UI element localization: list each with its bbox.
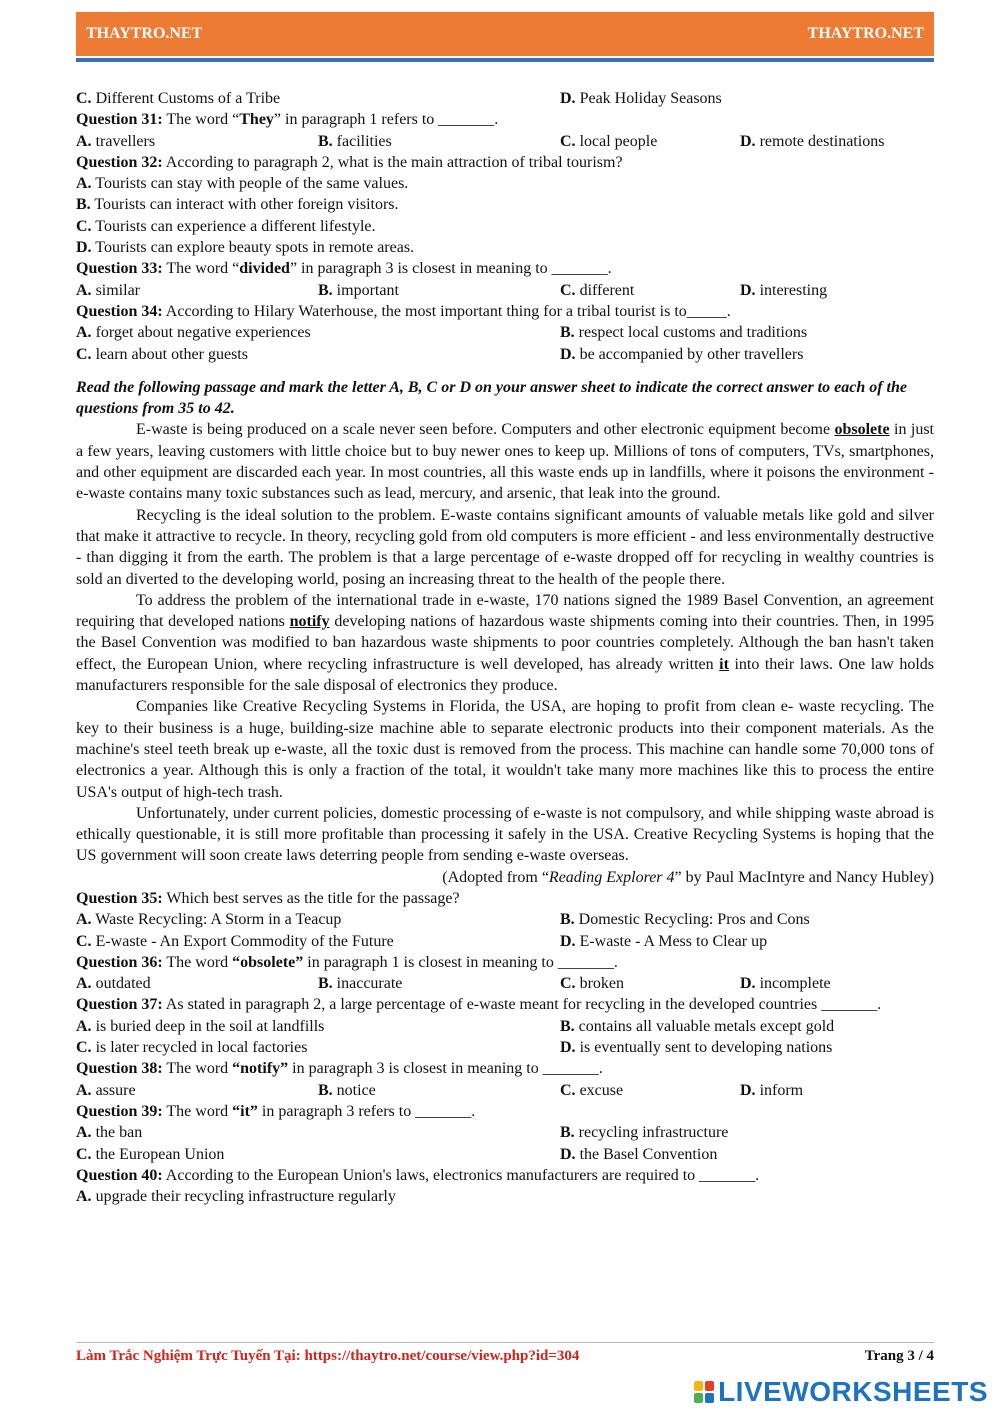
question-38: Question 38: The word “notify” in paragraph 3 is closest in meaning to _______. xyxy=(76,1060,603,1078)
q30-options-cd xyxy=(76,88,934,109)
option-c[interactable]: C. learn about other guests xyxy=(76,345,248,363)
option-c[interactable]: C. E-waste - An Export Commodity of the Future xyxy=(76,932,394,950)
question-35: Question 35: Which best serves as the title for the passage? xyxy=(76,889,460,907)
header-divider xyxy=(76,58,934,62)
option-c[interactable]: C. broken xyxy=(560,975,624,993)
q37-options-cd xyxy=(76,1037,934,1058)
q35-options-ab xyxy=(76,909,934,930)
q35-options-cd xyxy=(76,931,934,952)
option-d[interactable]: D. inform xyxy=(740,1081,804,1099)
option-a[interactable]: A. upgrade their recycling infrastructure regularly xyxy=(76,1188,396,1206)
passage-paragraph-1: E-waste is being produced on a scale never seen before. Computers and other electronic equipment become obsolete in just a few years, leaving customers with little choice but to buy newer ones to keep up. Millions of tons of computers, TVs, smartphones, and other equipment are discarded each year. In most countries, all this waste ends up in landfills, where it poisons the environment - e-waste contains many toxic substances such as lead, mercury, and arsenic, that leak into the ground. xyxy=(76,421,934,503)
option-c[interactable]: C. local people xyxy=(560,132,658,150)
q33-options xyxy=(76,280,934,301)
question-32: Question 32: According to paragraph 2, what is the main attraction of tribal tourism? xyxy=(76,153,623,171)
question-33: Question 33: The word “divided” in paragraph 3 is closest in meaning to _______. xyxy=(76,260,612,278)
option-c[interactable]: C. different xyxy=(560,281,635,299)
option-d[interactable]: D. the Basel Convention xyxy=(560,1145,718,1163)
footer-course-link[interactable]: Làm Trắc Nghiệm Trực Tuyến Tại: https://thaytro.net/course/view.php?id=304 xyxy=(76,1348,580,1364)
passage-paragraph-5: Unfortunately, under current policies, domestic processing of e-waste is not compulsory, and while shipping waste abroad is ethically questionable, it is still more profitable than processing it safely in the USA. Creative Recycling Systems is hoping that the US government will soon create laws deterring people from sending e-waste overseas. xyxy=(76,804,934,865)
q39-options-cd xyxy=(76,1144,934,1165)
option-a[interactable]: A. Tourists can stay with people of the same values. xyxy=(76,175,409,193)
page-content xyxy=(76,88,934,1207)
liveworksheets-text: LIVEWORKSHEETS xyxy=(718,1376,988,1407)
option-d[interactable]: D. Peak Holiday Seasons xyxy=(560,90,722,107)
option-b[interactable]: B. Domestic Recycling: Pros and Cons xyxy=(560,911,810,929)
liveworksheets-watermark xyxy=(694,1376,988,1408)
option-b[interactable]: B. inaccurate xyxy=(318,975,403,993)
option-a[interactable]: A. assure xyxy=(76,1081,136,1099)
passage-paragraph-2: Recycling is the ideal solution to the problem. E-waste contains significant amounts of valuable metals like gold and silver that make it attractive to recycle. In theory, recycling gold from old computers is more efficient - and less environmentally destructive - than digging it from the earth. The problem is that a large percentage of e-waste dropped off for recycling in wealthy countries is sold an diverted to the developing world, posing an increasing threat to the health of the people there. xyxy=(76,506,934,588)
reading-instruction: Read the following passage and mark the letter A, B, C or D on your answer sheet to indicate the correct answer to each of the questions from 35 to 42. xyxy=(76,378,907,418)
q38-options xyxy=(76,1080,934,1101)
option-d[interactable]: D. interesting xyxy=(740,281,828,299)
q36-options xyxy=(76,973,934,994)
option-c[interactable]: C. the European Union xyxy=(76,1145,225,1163)
option-b[interactable]: B. respect local customs and traditions xyxy=(560,324,808,342)
question-34: Question 34: According to Hilary Waterhouse, the most important thing for a tribal tourist is to_____. xyxy=(76,302,731,320)
option-a[interactable]: A. similar xyxy=(76,281,140,299)
option-d[interactable]: D. Tourists can explore beauty spots in remote areas. xyxy=(76,239,415,257)
question-37: Question 37: As stated in paragraph 2, a large percentage of e-waste meant for recycling in the developed countries _______. xyxy=(76,996,882,1014)
option-d[interactable]: D. is eventually sent to developing nations xyxy=(560,1039,833,1057)
passage-source: (Adopted from “Reading Explorer 4” by Paul MacIntyre and Nancy Hubley) xyxy=(442,868,934,886)
page-header xyxy=(76,12,934,56)
liveworksheets-logo-icon xyxy=(694,1381,714,1403)
option-c[interactable]: C. Tourists can experience a different lifestyle. xyxy=(76,217,376,235)
page-number: Trang 3 / 4 xyxy=(864,1348,934,1364)
header-brand-left: THAYTRO.NET xyxy=(86,25,203,42)
option-b[interactable]: B. notice xyxy=(318,1081,376,1099)
option-a[interactable]: A. is buried deep in the soil at landfills xyxy=(76,1017,325,1035)
question-36: Question 36: The word “obsolete” in paragraph 1 is closest in meaning to _______. xyxy=(76,953,618,971)
q34-options-cd xyxy=(76,344,934,365)
question-40: Question 40: According to the European Union's laws, electronics manufacturers are required to _______. xyxy=(76,1166,760,1184)
passage-paragraph-3: To address the problem of the international trade in e-waste, 170 nations signed the 1989 Basel Convention, an agreement requiring that developed nations notify developing nations of hazardous waste shipments coming into their countries. Then, in 1995 the Basel Convention was modified to ban hazardous waste shipments to poor countries completely. Although the ban hasn't taken effect, the European Union, where recycling infrastructure is well developed, has already written it into their laws. One law holds manufacturers responsible for the sale disposal of electronics they produce. xyxy=(76,591,935,695)
option-b[interactable]: B. contains all valuable metals except gold xyxy=(560,1017,835,1035)
question-39: Question 39: The word “it” in paragraph 3 refers to _______. xyxy=(76,1102,476,1120)
page-footer xyxy=(76,1348,934,1365)
q34-options-ab xyxy=(76,322,934,343)
option-d[interactable]: D. E-waste - A Mess to Clear up xyxy=(560,932,768,950)
option-d[interactable]: D. incomplete xyxy=(740,975,831,993)
option-c[interactable]: C. is later recycled in local factories xyxy=(76,1039,308,1057)
option-d[interactable]: D. be accompanied by other travellers xyxy=(560,345,804,363)
footer-divider xyxy=(76,1342,934,1343)
q39-options-ab xyxy=(76,1122,934,1143)
option-d[interactable]: D. remote destinations xyxy=(740,132,885,150)
option-b[interactable]: B. important xyxy=(318,281,399,299)
option-b[interactable]: B. facilities xyxy=(318,132,392,150)
question-31: Question 31: The word “They” in paragraph 1 refers to _______. xyxy=(76,111,499,129)
option-a[interactable]: A. outdated xyxy=(76,975,151,993)
option-a[interactable]: A. travellers xyxy=(76,132,156,150)
option-b[interactable]: B. recycling infrastructure xyxy=(560,1124,729,1142)
option-c[interactable]: C. excuse xyxy=(560,1081,624,1099)
option-c[interactable]: C. Different Customs of a Tribe xyxy=(76,90,281,107)
option-a[interactable]: A. the ban xyxy=(76,1124,143,1142)
header-brand-right: THAYTRO.NET xyxy=(807,25,924,42)
option-a[interactable]: A. forget about negative experiences xyxy=(76,324,311,342)
q31-options xyxy=(76,131,934,152)
q37-options-ab xyxy=(76,1016,934,1037)
option-a[interactable]: A. Waste Recycling: A Storm in a Teacup xyxy=(76,911,342,929)
passage-paragraph-4: Companies like Creative Recycling Systems in Florida, the USA, are hoping to profit from clean e- waste recycling. The key to their business is a huge, building-size machine able to separate electronic products into their component materials. As the machine's steel teeth break up e-waste, all the toxic dust is removed from the process. This machine can handle some 70,000 tons of electronics a year. Although this is only a fraction of the total, it wouldn't take many more machines like this to process the entire USA's output of high-tech trash. xyxy=(76,698,934,801)
option-b[interactable]: B. Tourists can interact with other foreign visitors. xyxy=(76,196,399,214)
